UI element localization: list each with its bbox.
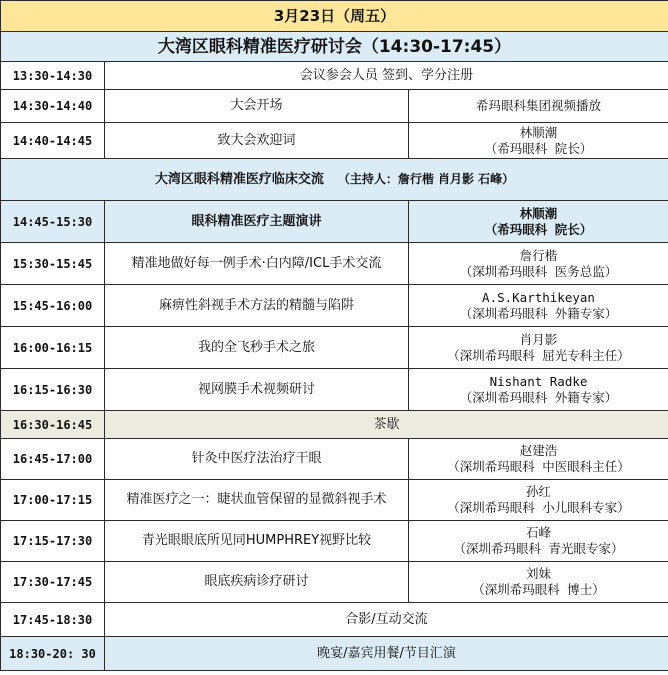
time-cell: 14:45-15:30 bbox=[1, 201, 105, 243]
time-cell: 14:30-14:40 bbox=[1, 90, 105, 123]
topic-cell: 针灸中医疗法治疗干眼 bbox=[105, 439, 409, 480]
topic-cell: 大会开场 bbox=[105, 90, 409, 123]
speaker-name: A.S.Karthikeyan bbox=[482, 289, 595, 305]
topic-cell: 致大会欢迎词 bbox=[105, 123, 409, 159]
keynote-row bbox=[1, 201, 668, 243]
speaker-org: （希玛眼科 院长） bbox=[484, 221, 593, 237]
speaker-cell bbox=[409, 439, 668, 480]
schedule-row bbox=[1, 480, 668, 521]
speaker-name: 詹行楷 bbox=[519, 247, 558, 263]
speaker-name: 肖月影 bbox=[519, 331, 558, 347]
schedule-row bbox=[1, 327, 668, 369]
date-heading: 3月23日（周五） bbox=[1, 1, 668, 32]
schedule-row bbox=[1, 562, 668, 603]
schedule-row bbox=[1, 62, 668, 90]
speaker-cell bbox=[409, 327, 668, 369]
speaker-cell bbox=[409, 243, 668, 285]
topic-cell: 会议参会人员 签到、学分注册 bbox=[105, 62, 668, 90]
time-cell: 13:30-14:30 bbox=[1, 62, 105, 90]
speaker-org: （希玛眼科 院长） bbox=[484, 140, 593, 156]
closing-row bbox=[1, 603, 668, 637]
speaker-cell: 希玛眼科集团视频播放 bbox=[409, 90, 668, 123]
time-cell: 17:00-17:15 bbox=[1, 480, 105, 521]
speaker-org: （深圳希玛眼科 医务总监） bbox=[459, 263, 618, 279]
tea-break-label: 茶歇 bbox=[105, 411, 668, 439]
speaker-cell bbox=[409, 123, 668, 159]
speaker-cell bbox=[409, 369, 668, 411]
speaker-org: （深圳希玛眼科 博士） bbox=[472, 582, 605, 597]
topic-cell: 精准地做好每一例手术·白内障/ICL手术交流 bbox=[105, 243, 409, 285]
topic-cell: 眼底疾病诊疗研讨 bbox=[105, 562, 409, 603]
speaker-name: 石峰 bbox=[525, 525, 551, 540]
topic-cell: 我的全飞秒手术之旅 bbox=[105, 327, 409, 369]
tea-break-row bbox=[1, 411, 668, 439]
speaker-cell bbox=[409, 521, 668, 562]
time-cell: 15:45-16:00 bbox=[1, 285, 105, 327]
section-heading bbox=[1, 159, 668, 201]
speaker-org: （深圳希玛眼科 中医眼科主任） bbox=[447, 459, 630, 474]
schedule-row bbox=[1, 439, 668, 480]
speaker-name: 孙红 bbox=[525, 484, 551, 499]
speaker-org: （深圳希玛眼科 青光眼专家） bbox=[453, 541, 624, 556]
schedule-row bbox=[1, 285, 668, 327]
time-cell: 16:45-17:00 bbox=[1, 439, 105, 480]
time-cell: 18:30-20: 30 bbox=[1, 637, 105, 671]
event-title: 大湾区眼科精准医疗研讨会（14:30-17:45） bbox=[1, 32, 668, 62]
title-row bbox=[1, 32, 668, 62]
topic-cell: 视网膜手术视频研讨 bbox=[105, 369, 409, 411]
speaker-name: 林顺潮 bbox=[519, 205, 558, 221]
schedule-row bbox=[1, 90, 668, 123]
speaker-cell bbox=[409, 201, 668, 243]
schedule-row bbox=[1, 123, 668, 159]
speaker-name: 林顺潮 bbox=[519, 124, 558, 140]
speaker-org: （深圳希玛眼科 小儿眼科专家） bbox=[447, 500, 630, 515]
schedule-row bbox=[1, 521, 668, 562]
date-row bbox=[1, 1, 668, 32]
speaker-org: （深圳希玛眼科 屈光专科主任） bbox=[447, 347, 630, 363]
speaker-name: Nishant Radke bbox=[489, 373, 588, 389]
dinner-row bbox=[1, 637, 668, 671]
dinner-label: 晚宴/嘉宾用餐/节目汇演 bbox=[105, 637, 668, 671]
speaker-cell bbox=[409, 480, 668, 521]
moderator-list: （主持人：詹行楷 肖月影 石峰） bbox=[337, 172, 515, 186]
schedule-row bbox=[1, 369, 668, 411]
closing-label: 合影/互动交流 bbox=[105, 603, 668, 637]
speaker-name: 刘妹 bbox=[525, 566, 551, 581]
speaker-org: （深圳希玛眼科 外籍专家） bbox=[459, 305, 618, 321]
speaker-cell bbox=[409, 285, 668, 327]
time-cell: 16:30-16:45 bbox=[1, 411, 105, 439]
schedule-row bbox=[1, 243, 668, 285]
speaker-org: （深圳希玛眼科 外籍专家） bbox=[459, 389, 618, 405]
section-title: 大湾区眼科精准医疗临床交流 bbox=[154, 172, 324, 187]
speaker-cell bbox=[409, 562, 668, 603]
topic-cell: 眼科精准医疗主题演讲 bbox=[105, 201, 409, 243]
topic-cell: 青光眼眼底所见同HUMPHREY视野比较 bbox=[105, 521, 409, 562]
time-cell: 16:00-16:15 bbox=[1, 327, 105, 369]
speaker-name: 赵建浩 bbox=[519, 443, 558, 458]
time-cell: 16:15-16:30 bbox=[1, 369, 105, 411]
time-cell: 17:15-17:30 bbox=[1, 521, 105, 562]
time-cell: 15:30-15:45 bbox=[1, 243, 105, 285]
topic-cell: 精准医疗之一：睫状血管保留的显微斜视手术 bbox=[105, 480, 409, 521]
section-row bbox=[1, 159, 668, 201]
time-cell: 17:45-18:30 bbox=[1, 603, 105, 637]
topic-cell: 麻痹性斜视手术方法的精髓与陷阱 bbox=[105, 285, 409, 327]
time-cell: 14:40-14:45 bbox=[1, 123, 105, 159]
time-cell: 17:30-17:45 bbox=[1, 562, 105, 603]
